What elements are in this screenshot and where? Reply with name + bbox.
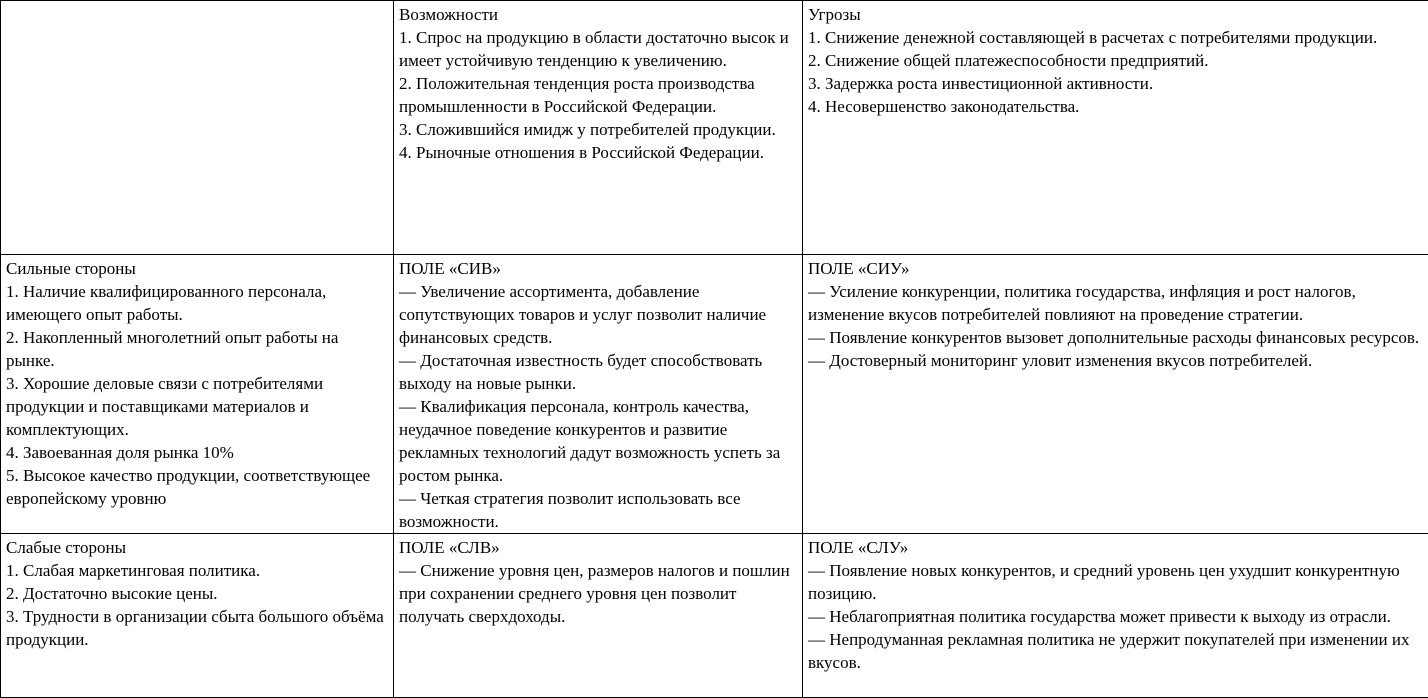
field-slu-item: — Неблагоприятная политика государства может привести к выходу из отрасли. (808, 605, 1424, 628)
field-siu-cell (803, 255, 1428, 534)
table-row (1, 534, 1428, 698)
weaknesses-title: Слабые стороны (6, 536, 389, 559)
table-row (1, 255, 1428, 534)
field-siu-item: — Появление конкурентов вызовет дополнительные расходы финансовых ресурсов. (808, 326, 1424, 349)
opportunity-item: 4. Рыночные отношения в Российской Федерации. (399, 141, 798, 164)
field-slu-title: ПОЛЕ «СЛУ» (808, 536, 1424, 559)
field-siu-title: ПОЛЕ «СИУ» (808, 257, 1424, 280)
weakness-item: 1. Слабая маркетинговая политика. (6, 559, 389, 582)
table-row (1, 1, 1428, 255)
weakness-item: 2. Достаточно высокие цены. (6, 582, 389, 605)
field-siv-cell (394, 255, 803, 534)
strength-item: 1. Наличие квалифицированного персонала, имеющего опыт работы. (6, 280, 389, 326)
strengths-cell (1, 255, 394, 534)
opportunities-cell (394, 1, 803, 255)
threat-item: 1. Снижение денежной составляющей в расчетах с потребителями продукции. (808, 26, 1424, 49)
field-siv-title: ПОЛЕ «СИВ» (399, 257, 798, 280)
strengths-title: Сильные стороны (6, 257, 389, 280)
field-siv-item: — Увеличение ассортимента, добавление сопутствующих товаров и услуг позволит наличие финансовых средств. (399, 280, 798, 349)
threat-item: 3. Задержка роста инвестиционной активности. (808, 72, 1424, 95)
opportunity-item: 2. Положительная тенденция роста производства промышленности в Российской Федерации. (399, 72, 798, 118)
field-slv-item: — Снижение уровня цен, размеров налогов и пошлин при сохранении среднего уровня цен позволит получать сверхдоходы. (399, 559, 798, 628)
opportunity-item: 1. Спрос на продукцию в области достаточно высок и имеет устойчивую тенденцию к увеличению. (399, 26, 798, 72)
strength-item: 3. Хорошие деловые связи с потребителями продукции и поставщиками материалов и комплектующих. (6, 372, 389, 441)
strength-item: 2. Накопленный многолетний опыт работы на рынке. (6, 326, 389, 372)
strength-item: 4. Завоеванная доля рынка 10% (6, 441, 389, 464)
weakness-item: 3. Трудности в организации сбыта большого объёма продукции. (6, 605, 389, 651)
opportunity-item: 3. Сложившийся имидж у потребителей продукции. (399, 118, 798, 141)
weaknesses-cell (1, 534, 394, 698)
threat-item: 2. Снижение общей платежеспособности предприятий. (808, 49, 1424, 72)
field-slu-item: — Непродуманная рекламная политика не удержит покупателей при изменении их вкусов. (808, 628, 1424, 674)
field-siv-item: — Квалификация персонала, контроль качества, неудачное поведение конкурентов и развитие рекламных технологий дадут возможность успеть за ростом рынка. (399, 395, 798, 487)
field-slv-cell (394, 534, 803, 698)
threats-title: Угрозы (808, 3, 1424, 26)
threats-cell (803, 1, 1428, 255)
empty-corner-cell (1, 1, 394, 255)
field-siu-item: — Усиление конкуренции, политика государства, инфляция и рост налогов, изменение вкусов потребителей повлияют на проведение стратегии. (808, 280, 1424, 326)
strength-item: 5. Высокое качество продукции, соответствующее европейскому уровню (6, 464, 389, 510)
field-siu-item: — Достоверный мониторинг уловит изменения вкусов потребителей. (808, 349, 1424, 372)
field-siv-item: — Достаточная известность будет способствовать выходу на новые рынки. (399, 349, 798, 395)
field-slu-cell (803, 534, 1428, 698)
opportunities-title: Возможности (399, 3, 798, 26)
field-slv-title: ПОЛЕ «СЛВ» (399, 536, 798, 559)
threat-item: 4. Несовершенство законодательства. (808, 95, 1424, 118)
field-slu-item: — Появление новых конкурентов, и средний уровень цен ухудшит конкурентную позицию. (808, 559, 1424, 605)
field-siv-item: — Четкая стратегия позволит использовать все возможности. (399, 487, 798, 533)
